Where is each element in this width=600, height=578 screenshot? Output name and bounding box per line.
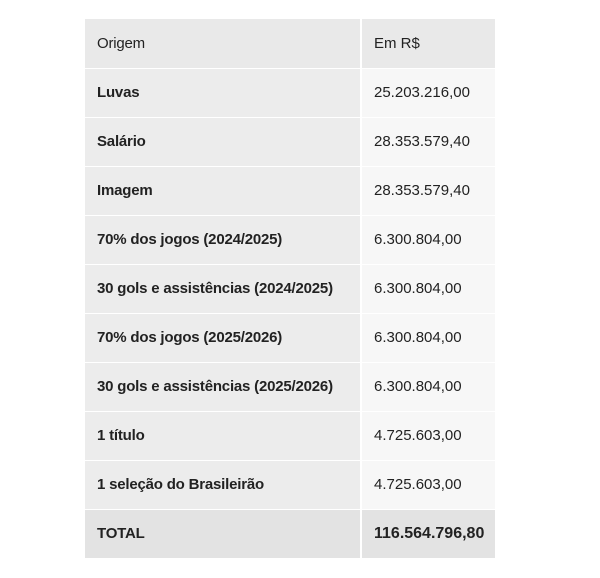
row-value: 25.203.216,00: [361, 68, 495, 117]
table-row: [85, 117, 495, 166]
total-row: [85, 509, 495, 558]
table-header-row: [85, 19, 495, 68]
payment-breakdown-table-container: [85, 19, 495, 559]
row-label: 70% dos jogos (2024/2025): [85, 215, 361, 264]
row-label: 70% dos jogos (2025/2026): [85, 313, 361, 362]
table-row: [85, 215, 495, 264]
table-row: [85, 68, 495, 117]
table-row: [85, 313, 495, 362]
row-label: 30 gols e assistências (2024/2025): [85, 264, 361, 313]
row-value: 6.300.804,00: [361, 313, 495, 362]
table-row: [85, 460, 495, 509]
row-value: 6.300.804,00: [361, 264, 495, 313]
row-label: 1 título: [85, 411, 361, 460]
row-label: Imagem: [85, 166, 361, 215]
row-value: 6.300.804,00: [361, 362, 495, 411]
row-value: 28.353.579,40: [361, 117, 495, 166]
row-value: 4.725.603,00: [361, 411, 495, 460]
header-origin: Origem: [85, 19, 361, 68]
row-label: Salário: [85, 117, 361, 166]
table-row: [85, 411, 495, 460]
row-label: 1 seleção do Brasileirão: [85, 460, 361, 509]
table-row: [85, 362, 495, 411]
row-label: 30 gols e assistências (2025/2026): [85, 362, 361, 411]
total-label: TOTAL: [85, 509, 361, 558]
row-value: 4.725.603,00: [361, 460, 495, 509]
header-value: Em R$: [361, 19, 495, 68]
table-row: [85, 166, 495, 215]
table-row: [85, 264, 495, 313]
payment-breakdown-table: [85, 19, 495, 559]
total-value: 116.564.796,80: [361, 509, 495, 558]
row-value: 28.353.579,40: [361, 166, 495, 215]
row-label: Luvas: [85, 68, 361, 117]
row-value: 6.300.804,00: [361, 215, 495, 264]
